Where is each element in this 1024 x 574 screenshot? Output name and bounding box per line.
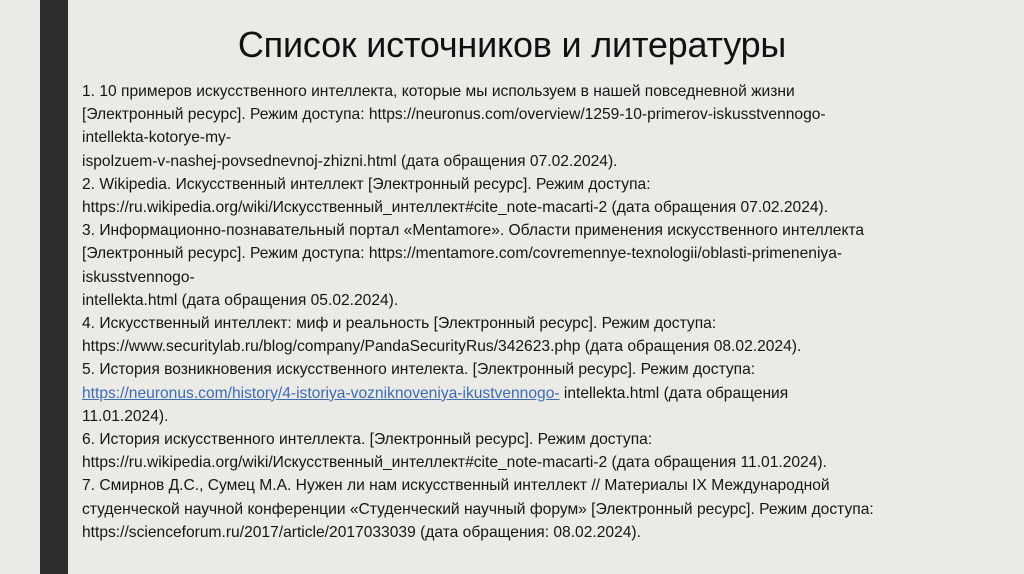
reference-5-link-line (82, 382, 997, 405)
reference-5-link[interactable]: https://neuronus.com/history/4-istoriya-vozniknoveniya-ikustvennogo- (82, 384, 560, 402)
reference-line: 11.01.2024). (82, 407, 169, 425)
decorative-sidebar-bar (40, 0, 68, 574)
reference-5-link-tail: intellekta.html (дата обращения (559, 384, 789, 402)
reference-line: 3. Информационно-познавательный портал «Mentamore». Области применения искусственного интеллекта (82, 222, 865, 240)
reference-line: 5. История возникновения искусственного интелекта. [Электронный ресурс]. Режим доступа: (82, 361, 756, 379)
references-list (82, 80, 997, 544)
reference-line: intellekta-kotorye-my- (82, 129, 232, 147)
reference-line: iskusstvennogo- (82, 268, 195, 286)
reference-line: 6. История искусственного интеллекта. [Электронный ресурс]. Режим доступа: (82, 431, 653, 449)
reference-line: https://www.securitylab.ru/blog/company/PandaSecurityRus/342623.php (дата обращения 08.02.2024). (82, 338, 802, 356)
reference-line: [Электронный ресурс]. Режим доступа: https://neuronus.com/overview/1259-10-primerov-iskusstvennogo- (82, 106, 826, 124)
reference-line: 7. Смирнов Д.С., Сумец М.А. Нужен ли нам искусственный интеллект // Материалы IX Международной (82, 477, 830, 495)
reference-line: https://ru.wikipedia.org/wiki/Искусственный_интеллект#cite_note-macarti-2 (дата обращения 11.01.2024). (82, 454, 827, 472)
reference-line: 2. Wikipedia. Искусственный интеллект [Электронный ресурс]. Режим доступа: (82, 175, 651, 193)
reference-line: [Электронный ресурс]. Режим доступа: https://mentamore.com/covremennye-texnologii/oblasti-primeneniya- (82, 245, 843, 263)
reference-line: 1. 10 примеров искусственного интеллекта, которые мы используем в нашей повседневной жизни (82, 83, 795, 100)
reference-line: intellekta.html (дата обращения 05.02.2024). (82, 291, 399, 309)
page-title: Список источников и литературы (237, 24, 787, 65)
reference-line: студенческой научной конференции «Студенческий научный форум» [Электронный ресурс]. Режим доступа: (82, 500, 874, 518)
reference-line: https://ru.wikipedia.org/wiki/Искусственный_интеллект#cite_note-macarti-2 (дата обращения 07.02.2024). (82, 199, 829, 217)
reference-line: ispolzuem-v-nashej-povsednevnoj-zhizni.html (дата обращения 07.02.2024). (82, 152, 618, 170)
reference-line: https://scienceforum.ru/2017/article/2017033039 (дата обращения: 08.02.2024). (82, 523, 641, 541)
reference-line: 4. Искусственный интеллект: миф и реальность [Электронный ресурс]. Режим доступа: (82, 315, 717, 333)
